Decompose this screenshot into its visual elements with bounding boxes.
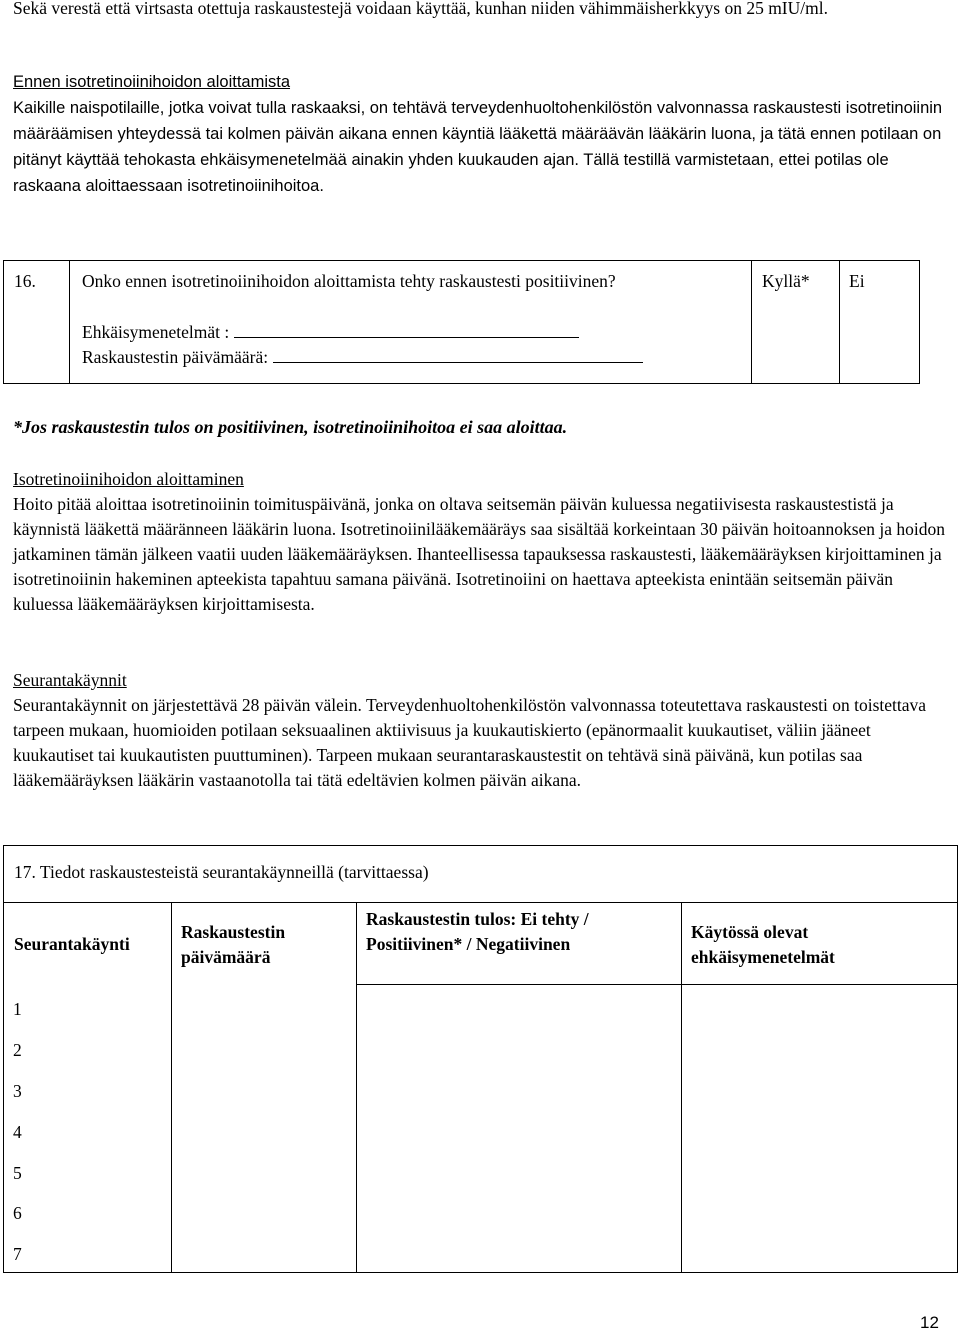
q17-header-separator (356, 984, 957, 985)
treatment-start-body: Hoito pitää aloittaa isotretinoiinin toimituspäivänä, jonka on oltava seitsemän päivän kuluessa negatiivisesta raskaustestistä ja käynnistä lääkettä määränneen lääkärin luona. Isotretinoiinilääkemääräys saa sisältää korkeintaan 30 päivän hoitoannoksen ja hoidon jatkaminen tämän jälkeen vaatii uuden lääkemääräyksen. Ihanteellisessa tapauksessa raskaustesti, lääkemääräyksen kirjoittaminen ja isotretinoiinin hakeminen apteekista tapahtuu samana päivänä. Isotretinoiini on haettava apteekista enintään seitsemän päivän kuluessa lääkemääräyksen kirjoittamisesta. (13, 494, 946, 614)
q16-divider-2 (751, 261, 752, 383)
q17-row-number: 2 (13, 1040, 22, 1060)
q16-question: Onko ennen isotretinoiinihoidon aloittamista tehty raskaustesti positiivinen? (82, 271, 616, 291)
q17-row-number: 4 (13, 1122, 22, 1142)
q17-header-contraception: Käytössä olevat ehkäisymenetelmät (691, 922, 835, 967)
question-16-box (3, 260, 920, 384)
q17-header-result: Raskaustestin tulos: Ei tehty / Positiivinen* / Negatiivinen (366, 909, 589, 954)
q17-row-number: 3 (13, 1081, 22, 1101)
page-number: 12 (920, 1313, 939, 1332)
q16-yes-option[interactable]: Kyllä* (762, 271, 810, 291)
q17-row-number: 7 (13, 1244, 22, 1264)
q16-contraception-field[interactable] (234, 319, 579, 338)
intro-paragraph: Sekä verestä että virtsasta otettuja raskaustestejä voidaan käyttää, kunhan niiden vähimmäisherkkyys on 25 mIU/ml. (13, 0, 828, 18)
q16-number: 16. (14, 271, 36, 291)
q17-title: 17. Tiedot raskaustesteistä seurantakäynneillä (tarvittaessa) (14, 862, 429, 882)
q16-divider-1 (69, 261, 70, 383)
followup-heading: Seurantakäynnit (13, 670, 127, 690)
q16-contraception-label: Ehkäisymenetelmät : (82, 322, 230, 342)
question-17-table (3, 845, 958, 1273)
before-start-body: Kaikille naispotilaille, jotka voivat tulla raskaaksi, on tehtävä terveydenhuoltohenkilöstön valvonnassa raskaustesti isotretinoiinin määräämisen yhteydessä tai kolmen päivän aikana ennen käyntiä lääkettä määräävän lääkärin luona, ja tätä ennen potilaan on pitänyt käyttää tehokasta ehkäisymenetelmää ainakin yhden kuukauden ajan. Tällä testillä varmistetaan, ettei potilas ole raskaana aloittaessaan isotretinoiinihoitoa. (13, 99, 943, 195)
q16-date-label: Raskaustestin päivämäärä: (82, 347, 269, 367)
q17-col-divider-1 (171, 902, 172, 1272)
q17-row-number: 6 (13, 1203, 22, 1223)
q17-col-divider-2 (356, 902, 357, 1272)
positive-test-warning: *Jos raskaustestin tulos on positiivinen, isotretinoiinihoitoa ei saa aloittaa. (13, 417, 568, 437)
q17-header-date: Raskaustestin päivämäärä (181, 922, 286, 967)
q17-title-separator (4, 902, 957, 903)
q17-col-divider-3 (681, 902, 682, 1272)
treatment-start-heading: Isotretinoiinihoidon aloittaminen (13, 469, 244, 489)
q17-header-visit: Seurantakäynti (14, 934, 130, 954)
q16-no-option[interactable]: Ei (849, 271, 865, 291)
q17-row-number: 5 (13, 1163, 22, 1183)
q16-contraception-row (82, 319, 579, 345)
before-start-heading: Ennen isotretinoiinihoidon aloittamista (13, 73, 291, 91)
followup-body: Seurantakäynnit on järjestettävä 28 päivän välein. Terveydenhuoltohenkilöstön valvonnassa toteutettava raskaustesti on toistettava tarpeen mukaan, huomioiden potilaan seksuaalinen aktiivisuus ja kuukautiskierto (epänormaalit kuukautiset, väliin jääneet kuukautiset tai kuukautisten puuttuminen). Tarpeen mukaan seurantaraskaustestit on tehtävä sinä päivänä, kun potilas saa lääkemääräyksen lääkärin vastaanotolla tai tätä edeltävien kolmen päivän aikana. (13, 695, 927, 790)
q17-row-number: 1 (13, 999, 22, 1019)
q16-date-field[interactable] (273, 344, 643, 363)
q16-divider-3 (839, 261, 840, 383)
q16-date-row (82, 344, 643, 370)
